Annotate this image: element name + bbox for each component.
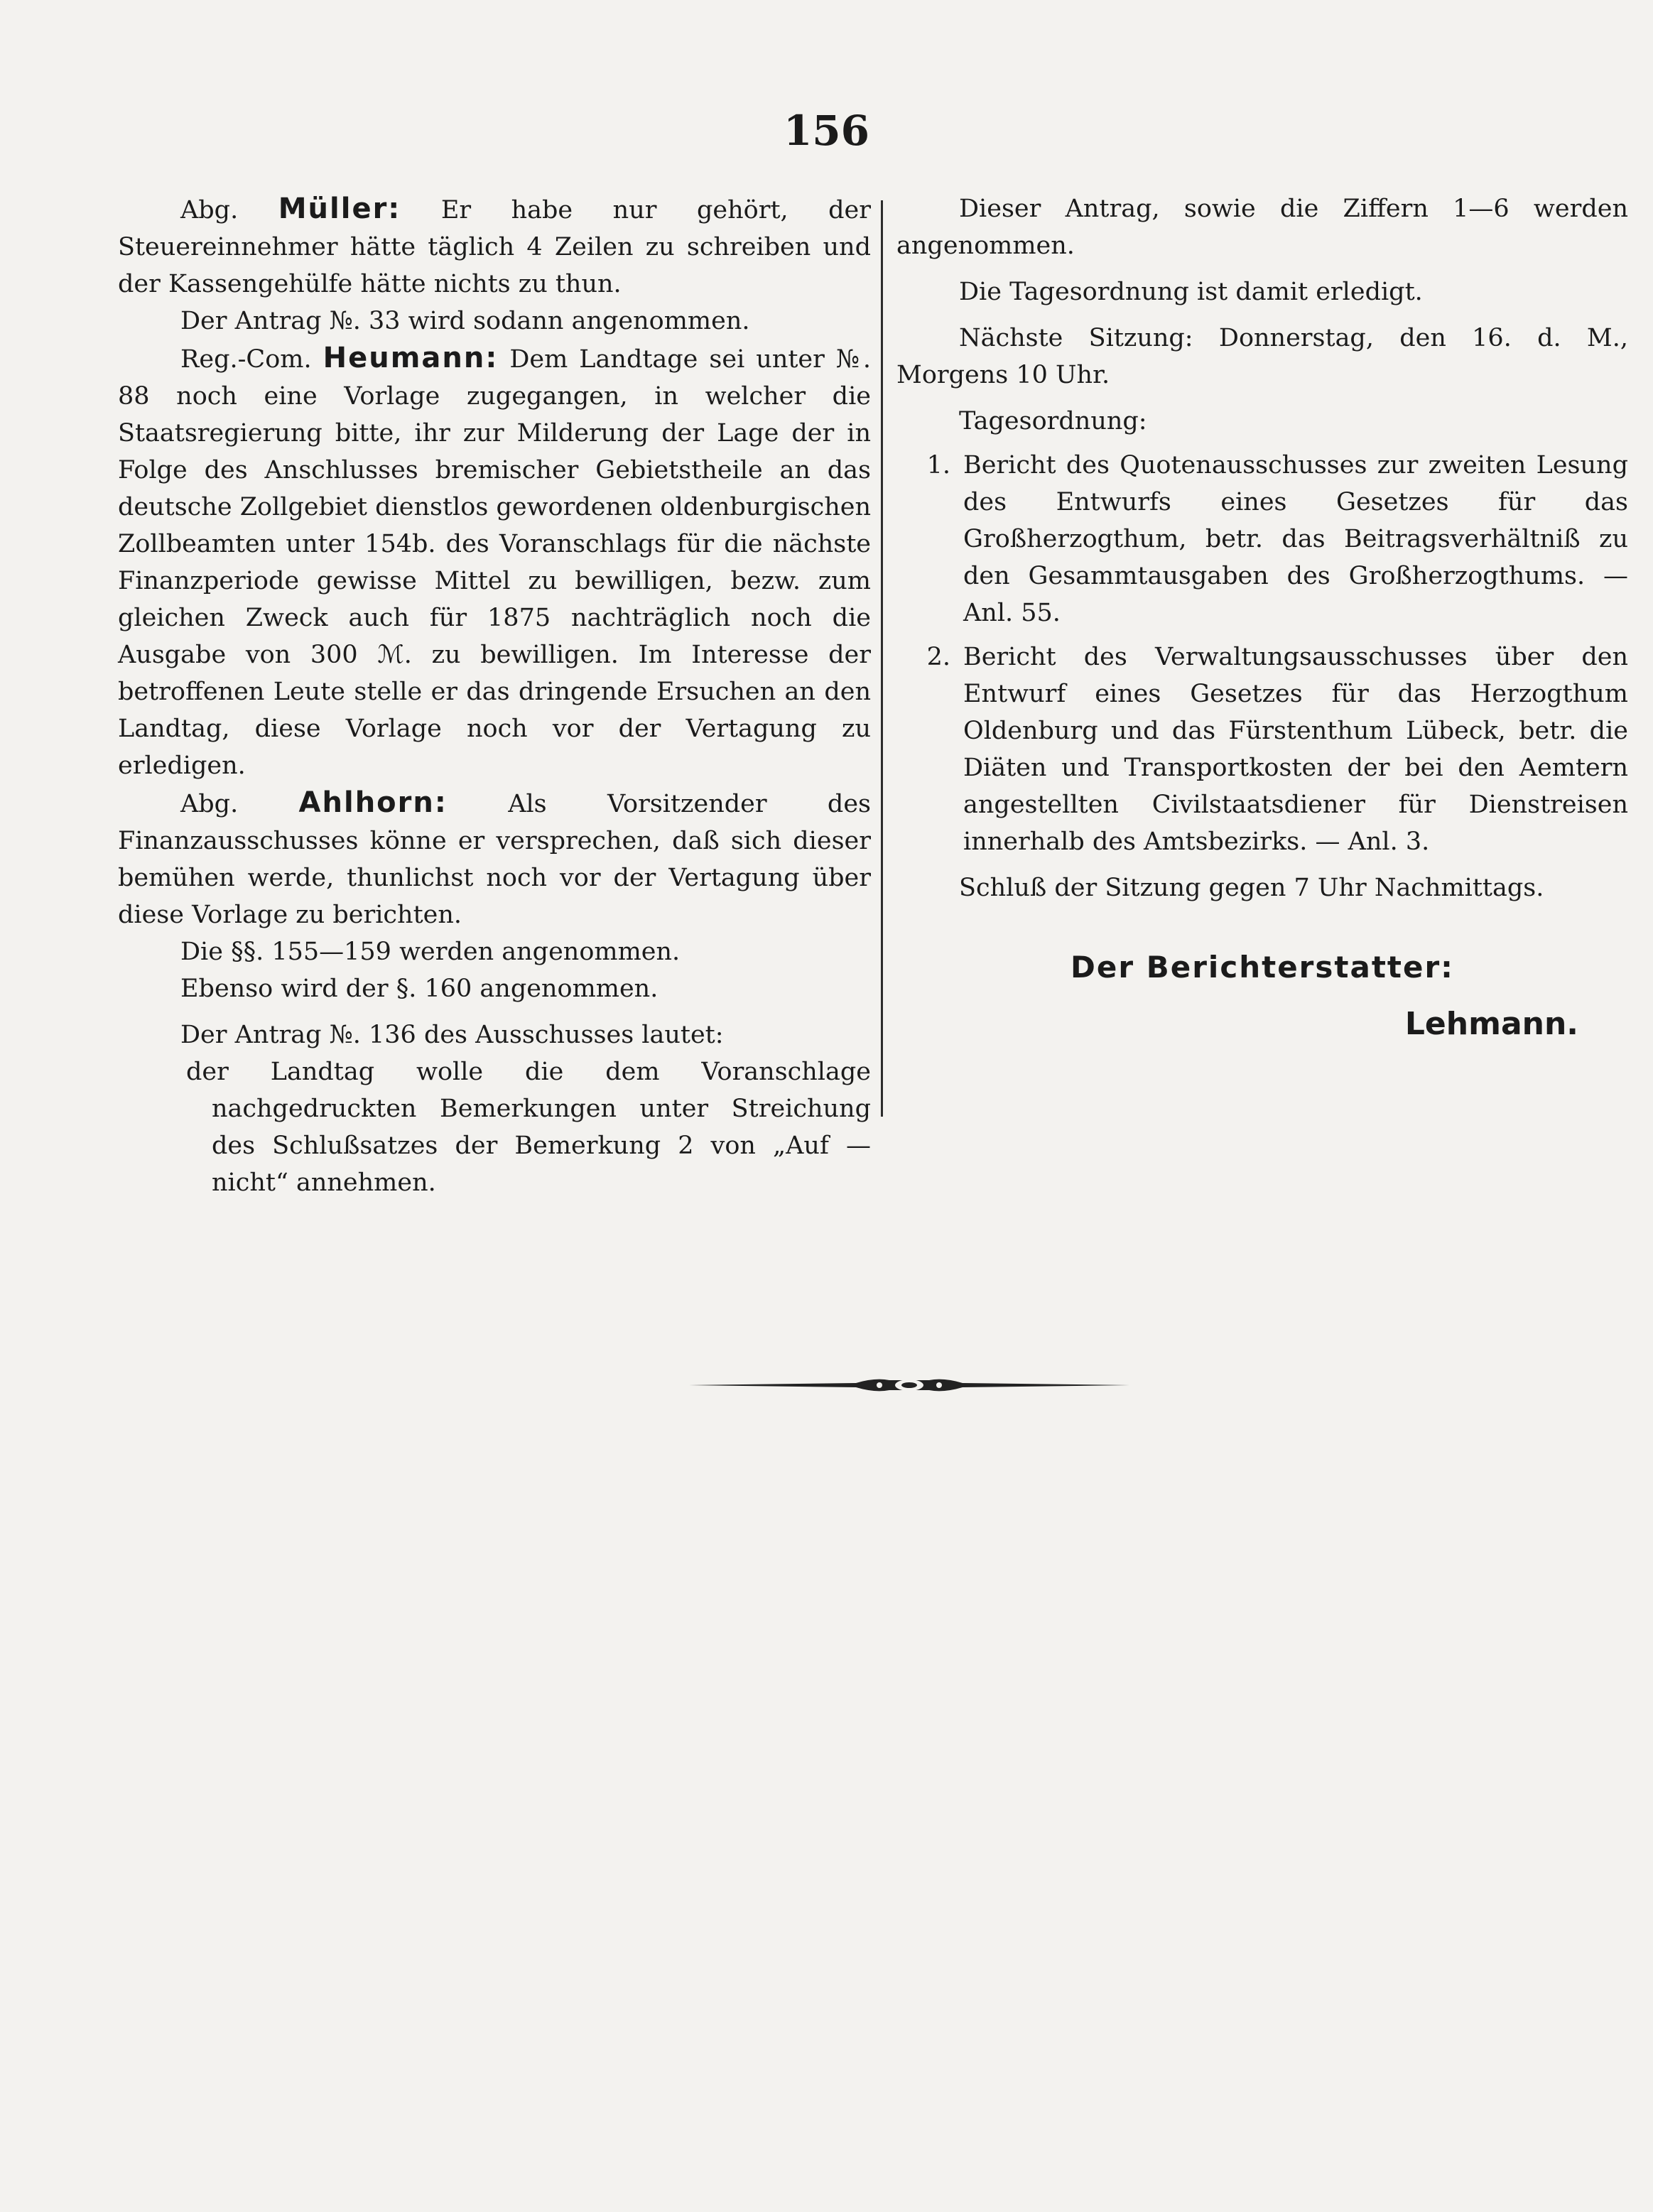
agenda-item-number: 1. (926, 451, 950, 479)
speech-heumann: Reg.-Com. Heumann: Dem Landtage sei unter №. 88 noch eine Vorlage zugegangen, in welcher die Staatsregierung bitte, ihr zur Milderung der Lage der in Folge des Anschlusses bremischer Gebietstheile an das deutsche Zollgebiet dienstlos gewordenen oldenburgischen Zollbeamten unter 154b. des Voranschlags für die nächste Finanzperiode gewisse Mittel zu bewilligen, bezw. zum gleichen Zweck auch für 1875 nachträglich noch die Ausgabe von 300 ℳ. zu bewilligen. Im Interesse der betroffenen Leute stelle er das dringende Ersuchen an den Landtag, diese Vorlage noch vor der Vertagung zu erledigen. (118, 342, 872, 780)
column-divider (881, 200, 883, 1117)
right-column (896, 190, 1628, 1043)
reporter-label: Der Berichterstatter: (1071, 950, 1454, 985)
speaker-name: Heumann: (323, 342, 499, 374)
motion-33-note: Der Antrag №. 33 wird sodann angenommen. (180, 307, 750, 335)
motion-accepted-note: Dieser Antrag, sowie die Ziffern 1—6 werden angenommen. (896, 195, 1628, 260)
speaker-name: Ahlhorn: (298, 786, 448, 819)
agenda-item-text: Bericht des Quotenausschusses zur zweiten Lesung des Entwurfs eines Gesetzes für das Großherzogthum, betr. das Beitragsverhältniß zu den Gesammtausgaben des Großherzogthums. — Anl. 55. (963, 451, 1628, 627)
agenda-completed-note: Die Tagesordnung ist damit erledigt. (959, 278, 1423, 306)
motion-136-intro: Der Antrag №. 136 des Ausschusses lautet: (180, 1021, 724, 1049)
page-number: 156 (783, 107, 870, 155)
motion-136-text: der Landtag wolle die dem Voranschlage nachgedruckten Bemerkungen unter Streichung des Schlußsatzes der Bemerkung 2 von „Auf — nicht“ annehmen. (186, 1058, 871, 1197)
reporter-signature: Lehmann. (1404, 1006, 1578, 1042)
session-closing-note: Schluß der Sitzung gegen 7 Uhr Nachmittags. (959, 874, 1544, 902)
section-160-note: Ebenso wird der §. 160 angenommen. (180, 975, 659, 1003)
ornament-divider-icon (689, 1371, 1129, 1399)
agenda-item-text: Bericht des Verwaltungsausschusses über den Entwurf eines Gesetzes für das Herzogthum Oldenburg und das Fürstenthum Lübeck, betr. die Diäten und Transportkosten der bei den Aemtern angestellten Civilstaatsdiener für Dienstreisen innerhalb des Amtsbezirks. — Anl. 3. (963, 643, 1628, 856)
agenda-item (896, 447, 1628, 631)
agenda-item (896, 639, 1628, 860)
agenda-item-number: 2. (926, 643, 950, 671)
speech-mueller: Abg. Müller: Er habe nur gehört, der Steuereinnehmer hätte täglich 4 Zeilen zu schreiben und der Kassengehülfe hätte nichts zu thun. (118, 193, 871, 298)
sections-155-159-note: Die §§. 155—159 werden angenommen. (180, 938, 681, 966)
speaker-name: Müller: (278, 193, 401, 225)
left-column (118, 190, 871, 1201)
next-session-note: Nächste Sitzung: Donnerstag, den 16. d. M., Morgens 10 Uhr. (896, 324, 1628, 389)
agenda-title: Tagesordnung: (959, 407, 1147, 435)
speech-ahlhorn: Abg. Ahlhorn: Als Vorsitzender des Finanzausschusses könne er versprechen, daß sich dieser bemühen werde, thunlichst noch vor der Vertagung über diese Vorlage zu berichten. (118, 786, 871, 929)
